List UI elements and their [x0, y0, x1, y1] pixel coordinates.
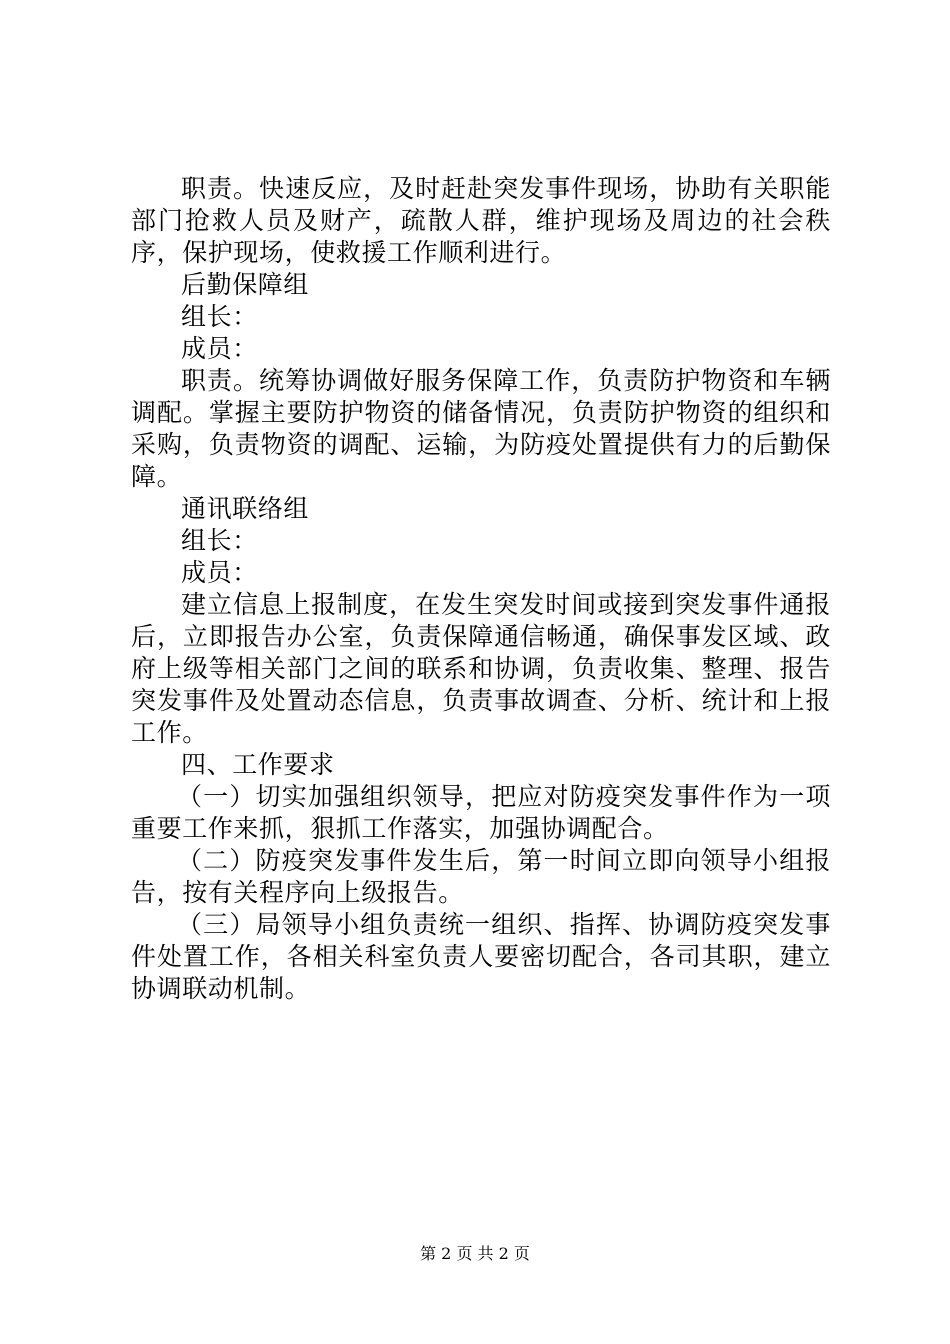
requirement-3: （三）局领导小组负责统一组织、指挥、协调防疫突发事件处置工作，各相关科室负责人要密切配合，各司其职，建立协调联动机制。	[131, 910, 831, 1003]
heading-communication-group: 通讯联络组	[181, 494, 310, 523]
heading-logistics-group: 后勤保障组	[181, 270, 310, 299]
requirement-2: （二）防疫突发事件发生后，第一时间立即向领导小组报告，按有关程序向上级报告。	[131, 846, 831, 907]
paragraph-logistics-duty: 职责。统筹协调做好服务保障工作，负责防护物资和车辆调配。掌握主要防护物资的储备情况，负责防护物资的组织和采购，负责物资的调配、运输，为防疫处置提供有力的后勤保障。	[131, 366, 831, 491]
requirement-1: （一）切实加强组织领导，把应对防疫突发事件作为一项重要工作来抓，狠抓工作落实，加强协调配合。	[131, 782, 831, 843]
page-number-footer: 第 2 页 共 2 页	[420, 1244, 530, 1263]
paragraph-communication-duty: 建立信息上报制度，在发生突发时间或接到突发事件通报后，立即报告办公室，负责保障通信畅通，确保事发区域、政府上级等相关部门之间的联系和协调，负责收集、整理、报告突发事件及处置动态信息，负责事故调查、分析、统计和上报工作。	[131, 590, 831, 747]
communication-members: 成员：	[181, 558, 258, 587]
heading-work-requirements: 四、工作要求	[181, 750, 335, 779]
document-body	[131, 173, 831, 1005]
communication-leader: 组长：	[181, 526, 258, 555]
logistics-leader: 组长：	[181, 302, 258, 331]
logistics-members: 成员：	[181, 334, 258, 363]
paragraph-rescue-duty: 职责。快速反应，及时赶赴突发事件现场，协助有关职能部门抢救人员及财产，疏散人群，维护现场及周边的社会秩序，保护现场，使救援工作顺利进行。	[131, 174, 831, 267]
